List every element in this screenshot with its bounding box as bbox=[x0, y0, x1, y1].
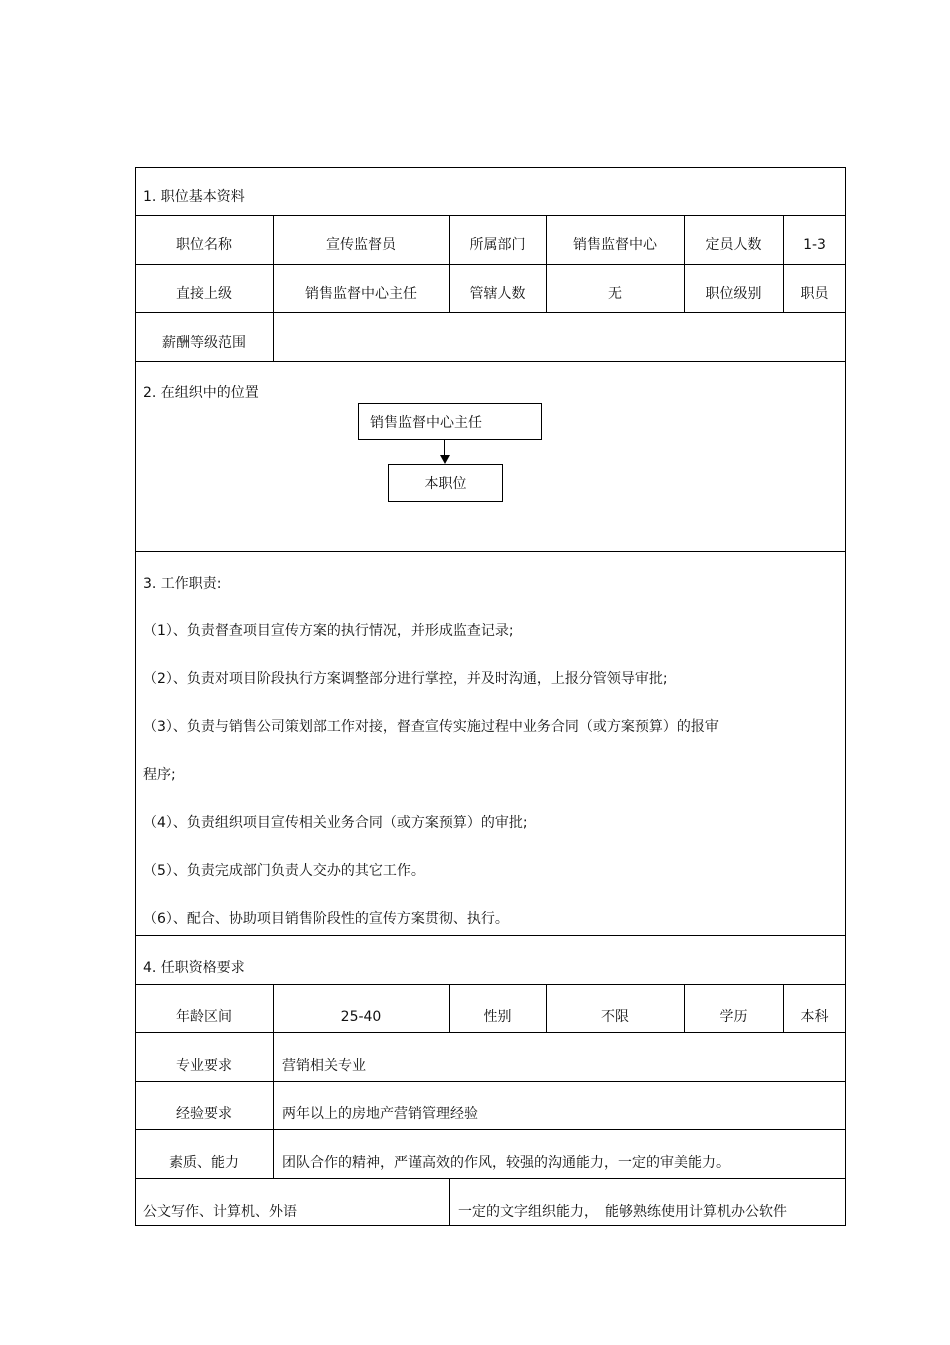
value-headcount: 1-3 bbox=[803, 237, 826, 253]
value-department: 销售监督中心 bbox=[573, 237, 657, 253]
duty-line: （5）、负责完成部门负责人交办的其它工作。 bbox=[143, 863, 425, 879]
duty-line: （6）、配合、协助项目销售阶段性的宣传方案贯彻、执行。 bbox=[143, 911, 509, 927]
row-divider bbox=[135, 984, 846, 985]
value-subordinates: 无 bbox=[608, 286, 622, 302]
org-box-superior-label: 销售监督中心主任 bbox=[370, 414, 482, 431]
row-divider bbox=[135, 215, 846, 216]
label-gender: 性别 bbox=[483, 1009, 512, 1025]
section-title: 2. 在组织中的位置 bbox=[143, 385, 259, 401]
label-headcount: 定员人数 bbox=[705, 237, 762, 253]
value-position-name: 宣传监督员 bbox=[326, 237, 396, 253]
row-divider bbox=[135, 551, 846, 552]
label-direct-superior: 直接上级 bbox=[176, 286, 232, 302]
value-major: 营销相关专业 bbox=[282, 1058, 366, 1074]
value-experience: 两年以上的房地产营销管理经验 bbox=[282, 1106, 478, 1122]
row-divider bbox=[135, 1129, 846, 1130]
row-divider bbox=[135, 361, 846, 362]
org-box-current-label: 本职位 bbox=[424, 476, 467, 492]
duty-line: （4）、负责组织项目宣传相关业务合同（或方案预算）的审批; bbox=[143, 815, 528, 831]
duty-line: （3）、负责与销售公司策划部工作对接，督查宣传实施过程中业务合同（或方案预算）的报审 bbox=[143, 719, 719, 735]
row-divider bbox=[135, 935, 846, 936]
org-box-superior bbox=[358, 403, 542, 440]
row-divider bbox=[135, 264, 846, 265]
label-quality: 素质、能力 bbox=[169, 1155, 239, 1171]
label-age-range: 年龄区间 bbox=[176, 1009, 232, 1025]
label-salary-range: 薪酬等级范围 bbox=[162, 335, 246, 351]
duty-line: （1）、负责督查项目宣传方案的执行情况，并形成监查记录; bbox=[143, 623, 514, 639]
section-title: 1. 职位基本资料 bbox=[143, 189, 245, 205]
duty-line: 程序; bbox=[143, 767, 176, 783]
label-department: 所属部门 bbox=[469, 237, 526, 253]
value-quality: 团队合作的精神，严谨高效的作风，较强的沟通能力，一定的审美能力。 bbox=[282, 1155, 730, 1171]
value-gender: 不限 bbox=[601, 1009, 629, 1025]
label-subordinates: 管辖人数 bbox=[469, 286, 526, 302]
org-box-current bbox=[388, 464, 503, 502]
label-major: 专业要求 bbox=[176, 1058, 232, 1074]
value-age-range: 25-40 bbox=[340, 1009, 382, 1025]
value-position-level: 职员 bbox=[800, 286, 829, 302]
label-experience: 经验要求 bbox=[176, 1106, 232, 1122]
value-education: 本科 bbox=[800, 1009, 829, 1025]
arrow-down-icon bbox=[440, 455, 450, 464]
row-divider bbox=[135, 1081, 846, 1082]
col-divider bbox=[449, 1178, 450, 1226]
value-direct-superior: 销售监督中心主任 bbox=[305, 286, 417, 302]
row-divider bbox=[135, 1178, 846, 1179]
row-divider bbox=[135, 1032, 846, 1033]
value-skills: 一定的文字组织能力， 能够熟练使用计算机办公软件 bbox=[458, 1204, 787, 1220]
section-title: 4. 任职资格要求 bbox=[143, 960, 245, 976]
duty-line: （2）、负责对项目阶段执行方案调整部分进行掌控，并及时沟通，上报分管领导审批; bbox=[143, 671, 668, 687]
label-position-level: 职位级别 bbox=[705, 286, 762, 302]
section-title: 3. 工作职责: bbox=[143, 576, 222, 592]
row-divider bbox=[135, 312, 846, 313]
label-skills: 公文写作、计算机、外语 bbox=[143, 1204, 297, 1220]
label-education: 学历 bbox=[719, 1009, 748, 1025]
label-position-name: 职位名称 bbox=[176, 237, 232, 253]
